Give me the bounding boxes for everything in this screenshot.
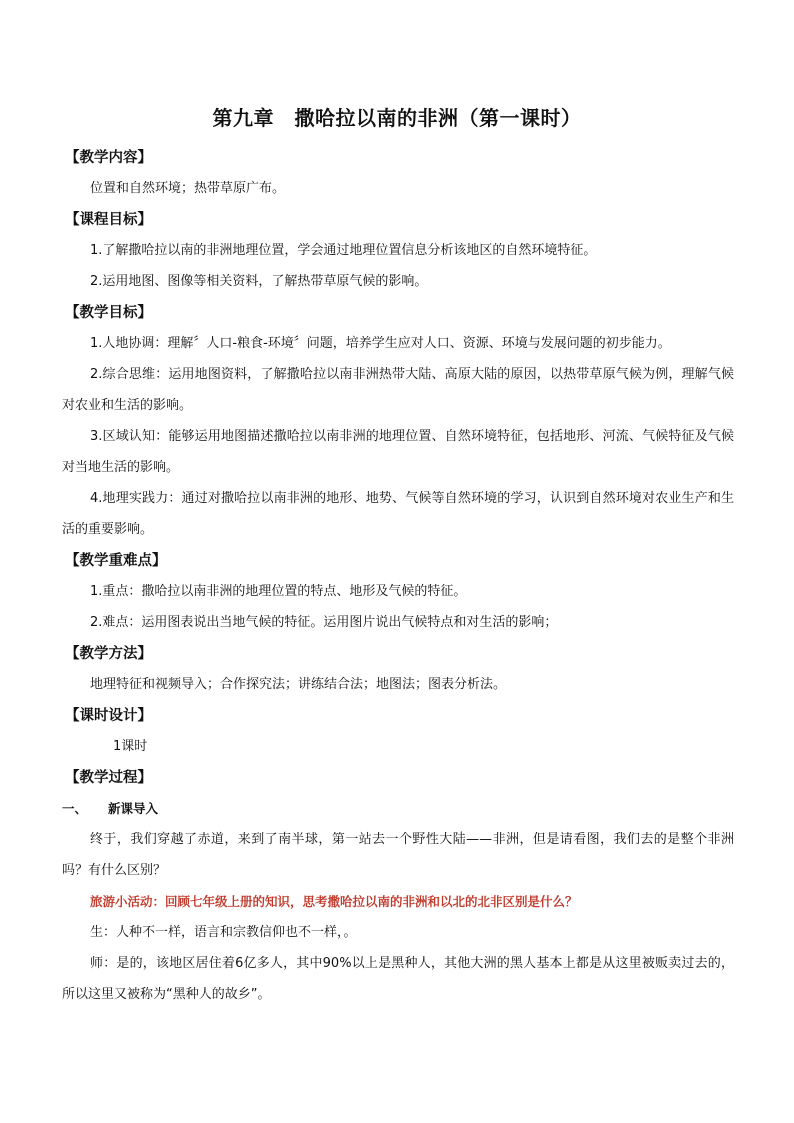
teaching-goal-item: 2.综合思维：运用地图资料，了解撒哈拉以南非洲热带大陆、高原大陆的原因，以热带草原气候为例，理解气候对农业和生活的影响。: [62, 367, 734, 413]
teaching-methods-text: 地理特征和视频导入；合作探究法；讲练结合法；地图法；图表分析法。: [90, 677, 507, 692]
key-point-item: 1.重点：撒哈拉以南非洲的地理位置的特点、地形及气候的特征。: [90, 584, 467, 599]
teaching-goal-item: 1.人地协调：理解〞人口-粮食-环境〞问题，培养学生应对人口、资源、环境与发展问题的初步能力。: [90, 336, 671, 351]
process-part-number: 一、: [62, 801, 88, 816]
document-title: 第九章 撒哈拉以南的非洲（第一课时）: [212, 106, 582, 130]
key-point-item: 2.难点：运用图表说出当地气候的特征。运用图片说出气候特点和对生活的影响；: [90, 615, 558, 630]
heading-curriculum-goals: 【课程目标】: [65, 211, 152, 228]
process-part-title: 新课导入: [108, 801, 159, 816]
teaching-goal-item: 3.区域认知：能够运用地图描述撒哈拉以南非洲的地理位置、自然环境特征，包括地形、河流、气候特征及气候对当地生活的影响。: [62, 429, 734, 475]
teaching-content-text: 位置和自然环境；热带草原广布。: [90, 181, 286, 196]
process-part-heading: [62, 793, 734, 824]
student-answer-text: 生：人种不一样，语言和宗教信仰也不一样，。: [90, 925, 357, 940]
period-design-text: 1课时: [113, 739, 148, 754]
process-intro-text: 终于，我们穿越了赤道，来到了南半球，第一站去一个野性大陆——非洲，但是请看图，我们去的是整个非洲吗？有什么区别？: [62, 832, 734, 878]
teaching-goal-item: 4.地理实践力：通过对撒哈拉以南非洲的地形、地势、气候等自然环境的学习，认识到自然环境对农业生产和生活的重要影响。: [62, 491, 734, 537]
heading-teaching-goals: 【教学目标】: [65, 304, 152, 321]
curriculum-goal-item: 2.运用地图、图像等相关资料，了解热带草原气候的影响。: [90, 274, 428, 289]
travel-activity-text: 旅游小活动：回顾七年级上册的知识，思考撒哈拉以南的非洲和以北的北非区别是什么？: [90, 894, 578, 909]
heading-teaching-methods: 【教学方法】: [65, 645, 152, 662]
heading-teaching-content: 【教学内容】: [65, 149, 152, 166]
heading-period-design: 【课时设计】: [65, 707, 152, 724]
heading-teaching-process: 【教学过程】: [65, 769, 152, 786]
document-body: [62, 142, 734, 1010]
curriculum-goal-item: 1.了解撒哈拉以南的非洲地理位置，学会通过地理位置信息分析该地区的自然环境特征。: [90, 243, 597, 258]
teacher-response-text: 师：是的，该地区居住着6亿多人，其中90%以上是黑种人，其他大洲的黑人基本上都是从这里被贩卖过去的，所以这里又被称为“黑种人的故乡”。: [62, 956, 734, 1002]
heading-key-points: 【教学重难点】: [65, 552, 167, 569]
